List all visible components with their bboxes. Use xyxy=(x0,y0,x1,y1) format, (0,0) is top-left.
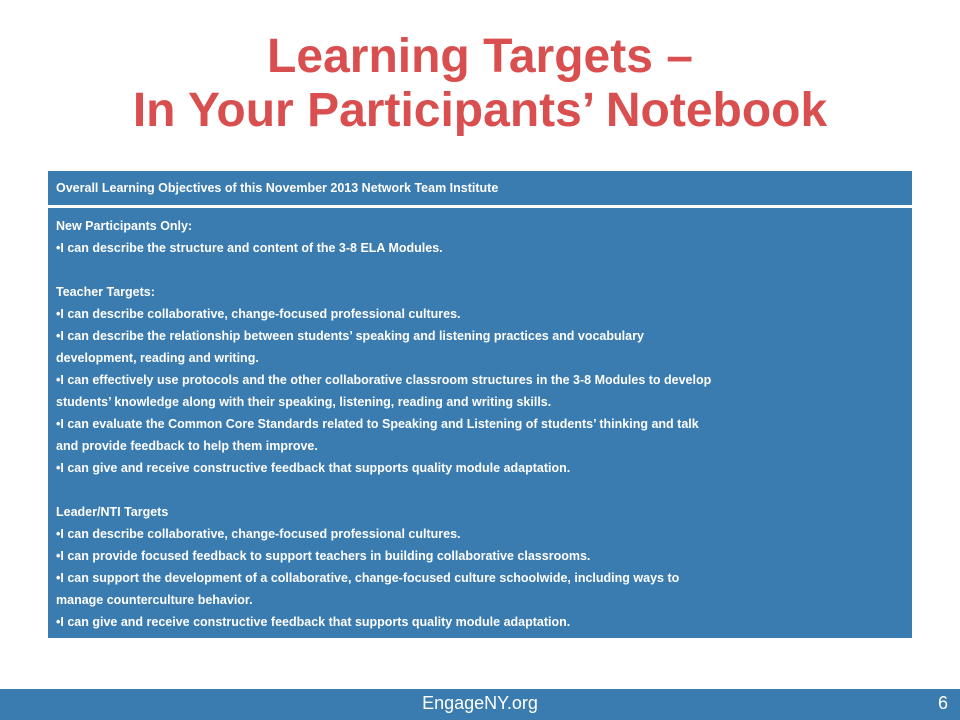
target-item: • I can provide focused feedback to support teachers in building collaborative classrooms. xyxy=(56,545,904,567)
footer-bar xyxy=(0,689,960,720)
footer-site-link[interactable]: EngageNY.org xyxy=(422,693,538,713)
target-item: • I can give and receive constructive feedback that supports quality module adaptation. xyxy=(56,457,904,479)
slide-page-number: 6 xyxy=(937,693,948,713)
slide-title-line-1: Learning Targets – xyxy=(267,30,693,83)
section-heading-new-participants: New Participants Only: xyxy=(56,219,193,233)
target-item: • I can evaluate the Common Core Standards related to Speaking and Listening of students’ thinking and talk xyxy=(56,413,904,435)
slide-title xyxy=(0,30,960,138)
objectives-table xyxy=(48,171,912,638)
objectives-table-body xyxy=(48,208,912,638)
objectives-table-header xyxy=(48,171,912,205)
target-item: • I can describe collaborative, change-focused professional cultures. xyxy=(56,303,904,325)
spacer xyxy=(56,259,904,281)
target-item-continuation: development, reading and writing. xyxy=(56,351,259,365)
slide-title-line-2: In Your Participants’ Notebook xyxy=(132,84,828,137)
target-item: • I can describe collaborative, change-focused professional cultures. xyxy=(56,523,904,545)
spacer xyxy=(56,479,904,501)
target-item-continuation: students’ knowledge along with their speaking, listening, reading and writing skills. xyxy=(56,395,552,409)
target-item: • I can support the development of a collaborative, change-focused culture schoolwide, including ways to xyxy=(56,567,904,589)
section-heading-teacher-targets: Teacher Targets: xyxy=(56,285,155,299)
target-item: • I can describe the structure and content of the 3-8 ELA Modules. xyxy=(56,237,904,259)
target-item: • I can describe the relationship between students’ speaking and listening practices and vocabulary xyxy=(56,325,904,347)
target-item: • I can give and receive constructive feedback that supports quality module adaptation. xyxy=(56,611,904,633)
target-item-continuation: manage counterculture behavior. xyxy=(56,593,253,607)
objectives-table-header-text: Overall Learning Objectives of this November 2013 Network Team Institute xyxy=(56,181,499,195)
section-heading-leader-targets: Leader/NTI Targets xyxy=(56,505,169,519)
target-item: • I can effectively use protocols and the other collaborative classroom structures in the 3-8 Modules to develop xyxy=(56,369,904,391)
target-item-continuation: and provide feedback to help them improve. xyxy=(56,439,318,453)
